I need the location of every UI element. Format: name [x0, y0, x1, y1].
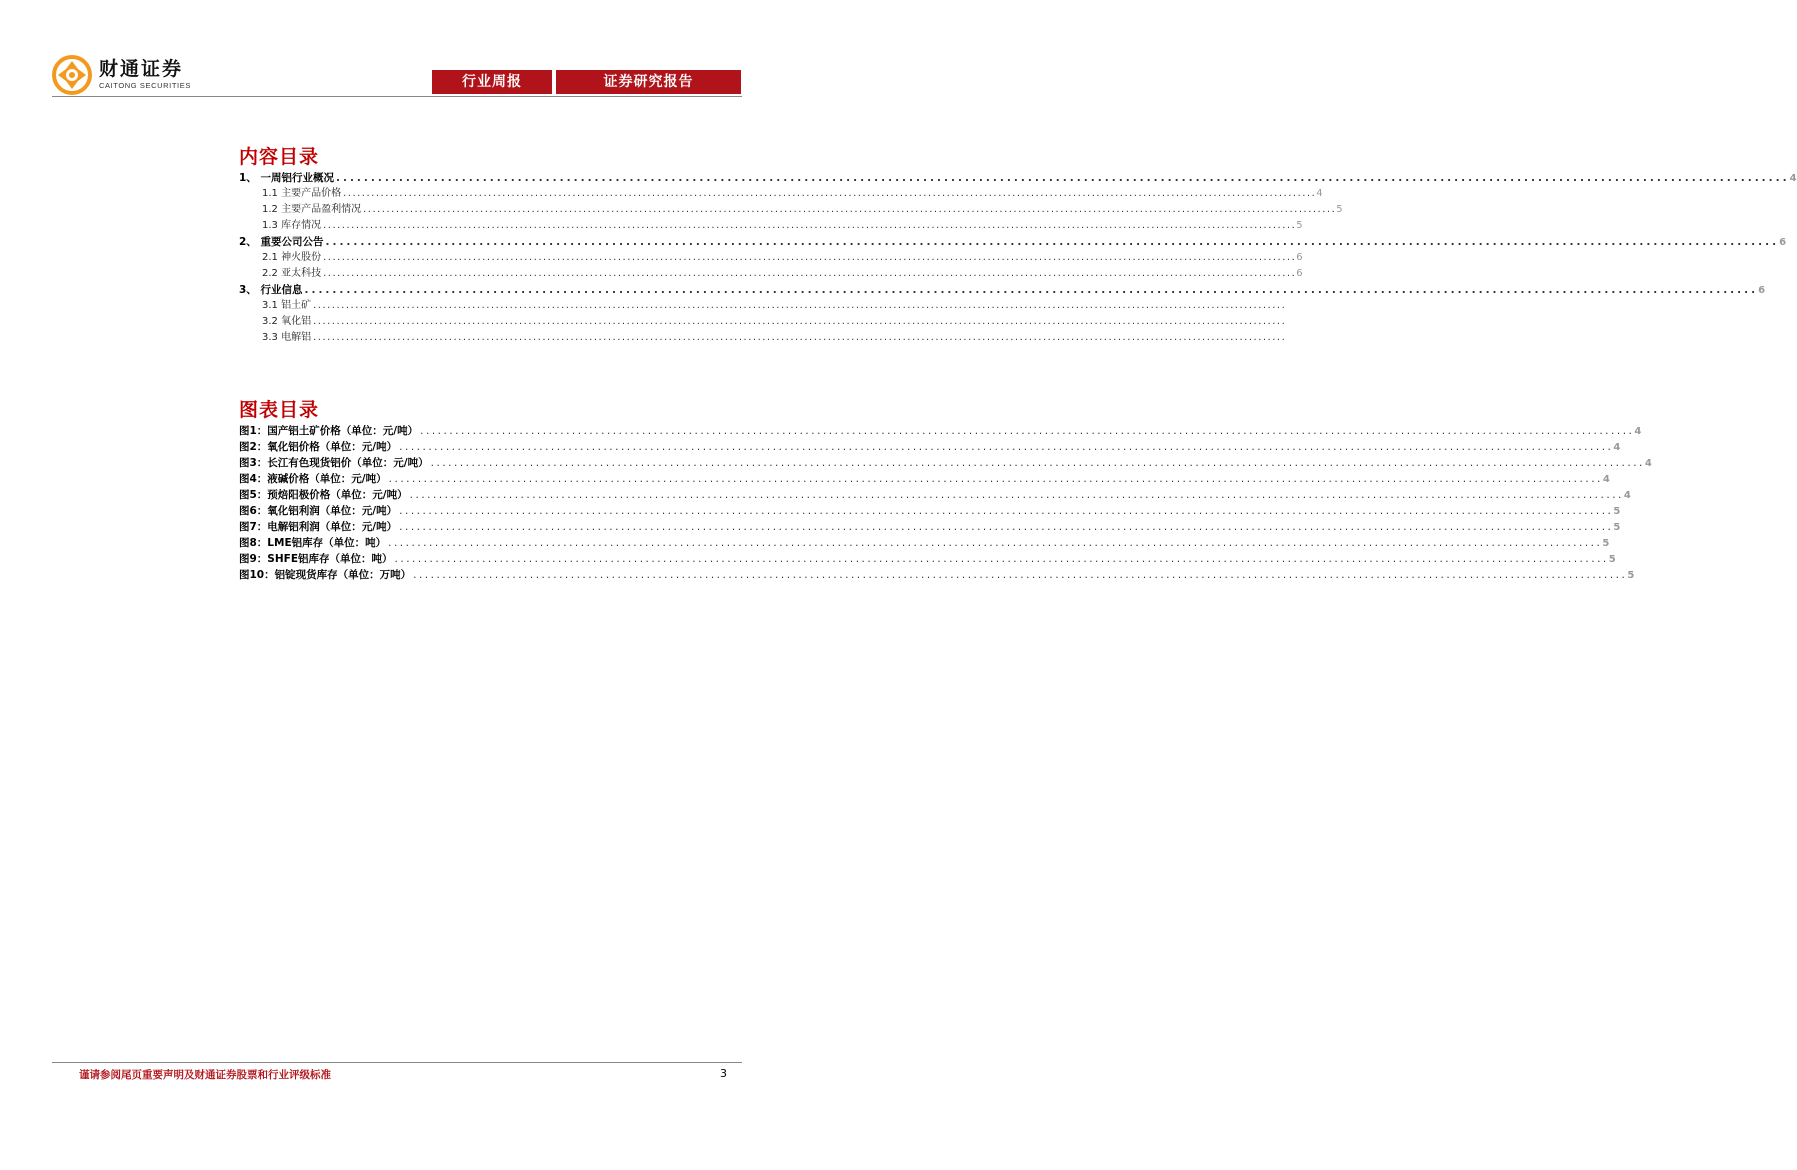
- toc-entry-label: 1.3 库存情况: [262, 220, 322, 231]
- toc-entry-label: 图7：电解铝利润（单位：元/吨）: [239, 521, 398, 533]
- toc-dot-leader: [343, 186, 1316, 202]
- toc-page-number: 6: [1779, 237, 1787, 248]
- toc-dot-leader: [420, 423, 1634, 439]
- toc-entry-label: 图6：氧化铝利润（单位：元/吨）: [239, 505, 398, 517]
- toc-page-number: 5: [1296, 220, 1303, 231]
- toc-entry-label: 2、 重要公司公告: [239, 236, 324, 248]
- figures-list: [239, 423, 1652, 583]
- toc-entry-label: 图5：预焙阳极价格（单位：元/吨）: [239, 489, 408, 501]
- toc-entry-label: 3.3 电解铝: [262, 332, 312, 343]
- header-divider: [52, 96, 742, 97]
- figure-toc-entry[interactable]: [239, 535, 1610, 551]
- contents-toc-entry[interactable]: [239, 202, 1343, 218]
- contents-list: [239, 170, 1797, 346]
- toc-dot-leader: [399, 439, 1613, 455]
- report-type-tag: 行业周报: [432, 70, 552, 94]
- toc-entry-label: 图9：SHFE铝库存（单位：吨）: [239, 553, 393, 565]
- toc-page-number: 4: [1634, 426, 1642, 437]
- toc-page-number: 5: [1613, 506, 1621, 517]
- figure-toc-entry[interactable]: [239, 471, 1610, 487]
- toc-page-number: 4: [1316, 188, 1323, 199]
- toc-entry-label: 2.2 亚太科技: [262, 268, 322, 279]
- toc-dot-leader: [413, 567, 1627, 583]
- toc-page-number: 5: [1613, 522, 1621, 533]
- toc-dot-leader: [363, 202, 1336, 218]
- report-category-tag: 证券研究报告: [556, 70, 741, 94]
- contents-toc-entry[interactable]: [239, 266, 1303, 282]
- contents-toc-entry[interactable]: [239, 234, 1787, 250]
- toc-dot-leader: [399, 503, 1613, 519]
- toc-dot-leader: [395, 551, 1609, 567]
- toc-dot-leader: [410, 487, 1624, 503]
- toc-page-number: 4: [1789, 173, 1797, 184]
- toc-page-number: 4: [1613, 442, 1621, 453]
- toc-entry-label: 图1：国产铝土矿价格（单位：元/吨）: [239, 425, 419, 437]
- page-number: 3: [720, 1067, 727, 1080]
- toc-entry-label: 1.1 主要产品价格: [262, 188, 342, 199]
- toc-dot-leader: [323, 250, 1296, 266]
- footer-disclaimer[interactable]: 谨请参阅尾页重要声明及财通证券股票和行业评级标准: [79, 1069, 331, 1081]
- toc-entry-label: 1、 一周铝行业概况: [239, 172, 334, 184]
- toc-dot-leader: [389, 471, 1603, 487]
- toc-page-number: 6: [1296, 252, 1303, 263]
- figures-title: 图表目录: [239, 399, 320, 421]
- toc-page-number: 6: [1296, 268, 1303, 279]
- toc-dot-leader: [313, 298, 1286, 314]
- contents-toc-entry[interactable]: [239, 282, 1766, 298]
- toc-entry-label: 3、 行业信息: [239, 284, 303, 296]
- figure-toc-entry[interactable]: [239, 487, 1631, 503]
- contents-toc-entry[interactable]: [239, 298, 739, 314]
- contents-toc-entry[interactable]: [239, 170, 1797, 186]
- toc-page-number: 4: [1602, 474, 1610, 485]
- contents-toc-entry[interactable]: [239, 314, 739, 330]
- footer-divider: [52, 1062, 742, 1063]
- figure-toc-entry[interactable]: [239, 455, 1652, 471]
- toc-entry-label: 图10：铝锭现货库存（单位：万吨）: [239, 569, 412, 581]
- toc-page-number: 5: [1627, 570, 1635, 581]
- logo-english-name: CAITONG SECURITIES: [99, 81, 191, 90]
- toc-dot-leader: [323, 218, 1296, 234]
- toc-page-number: 5: [1608, 554, 1616, 565]
- figure-toc-entry[interactable]: [239, 519, 1621, 535]
- logo-chinese-name: 财通证券: [99, 58, 184, 80]
- contents-toc-entry[interactable]: [239, 250, 1303, 266]
- toc-dot-leader: [399, 519, 1613, 535]
- caitong-logo-icon: [52, 55, 92, 95]
- toc-entry-label: 图4：液碱价格（单位：元/吨）: [239, 473, 387, 485]
- toc-dot-leader: [304, 282, 1758, 298]
- contents-toc-entry[interactable]: [239, 330, 739, 346]
- toc-entry-label: 图2：氧化铝价格（单位：元/吨）: [239, 441, 398, 453]
- toc-entry-label: 图8：LME铝库存（单位：吨）: [239, 537, 387, 549]
- toc-entry-label: 3.2 氧化铝: [262, 316, 312, 327]
- toc-entry-label: 图3：长江有色现货铝价（单位：元/吨）: [239, 457, 429, 469]
- toc-dot-leader: [313, 330, 1286, 346]
- figure-toc-entry[interactable]: [239, 423, 1642, 439]
- toc-dot-leader: [431, 455, 1645, 471]
- figure-toc-entry[interactable]: [239, 567, 1635, 583]
- toc-page-number: 4: [1623, 490, 1631, 501]
- toc-dot-leader: [313, 314, 1286, 330]
- toc-page-number: 6: [1758, 285, 1766, 296]
- toc-page-number: 5: [1336, 204, 1343, 215]
- toc-page-number: 5: [1602, 538, 1610, 549]
- figure-toc-entry[interactable]: [239, 503, 1621, 519]
- toc-dot-leader: [323, 266, 1296, 282]
- toc-page-number: 4: [1644, 458, 1652, 469]
- company-logo: [52, 55, 191, 95]
- toc-dot-leader: [325, 234, 1779, 250]
- contents-toc-entry[interactable]: [239, 218, 1303, 234]
- figure-toc-entry[interactable]: [239, 439, 1621, 455]
- toc-dot-leader: [336, 170, 1790, 186]
- toc-dot-leader: [388, 535, 1602, 551]
- figure-toc-entry[interactable]: [239, 551, 1616, 567]
- contents-title: 内容目录: [239, 146, 320, 168]
- toc-entry-label: 1.2 主要产品盈利情况: [262, 204, 362, 215]
- contents-toc-entry[interactable]: [239, 186, 1323, 202]
- toc-entry-label: 2.1 神火股份: [262, 252, 322, 263]
- toc-entry-label: 3.1 铝土矿: [262, 300, 312, 311]
